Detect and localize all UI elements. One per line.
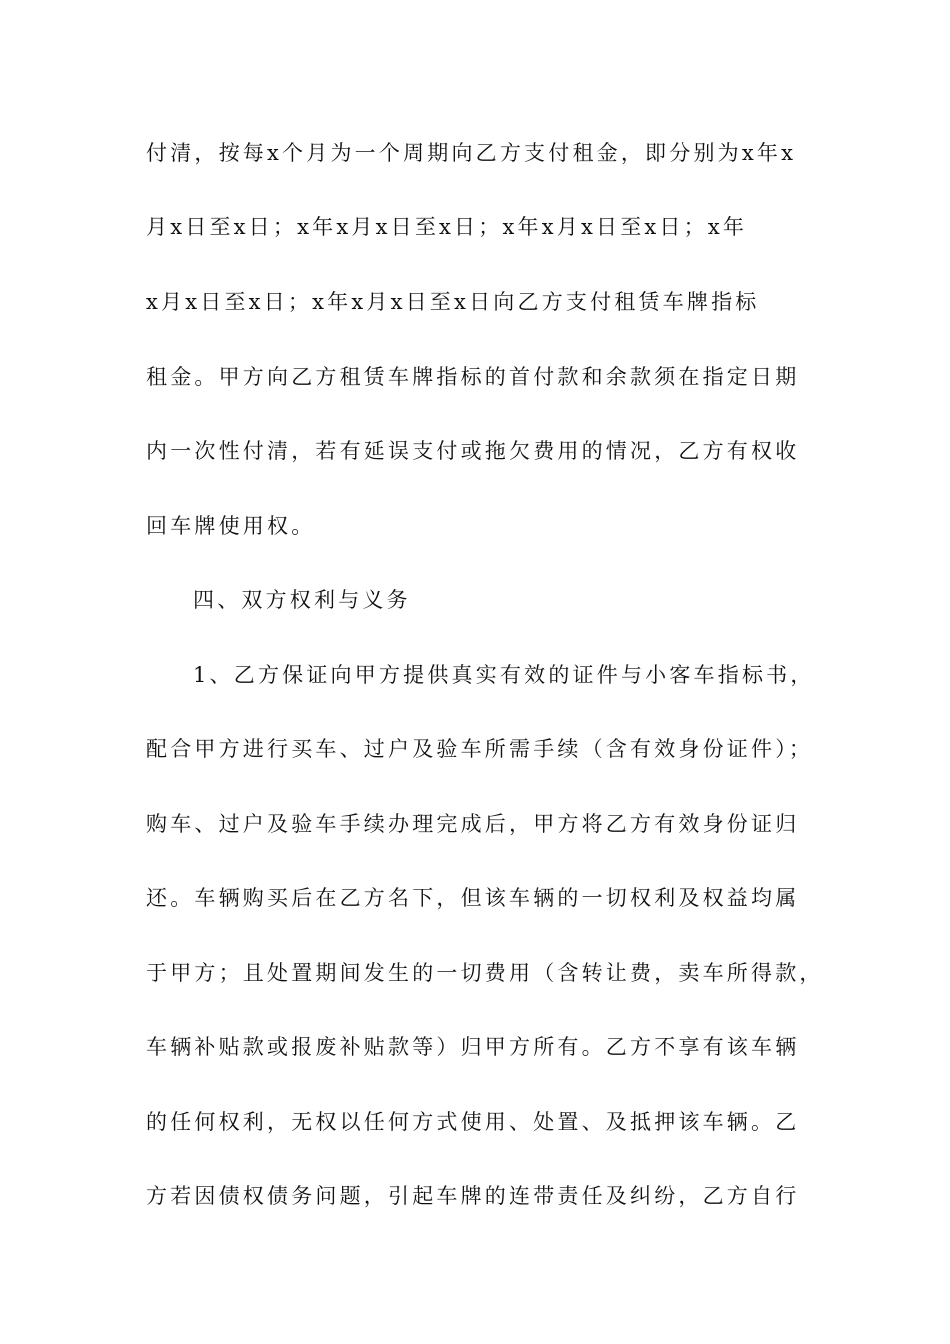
text-line: 1、乙方保证向甲方提供真实有效的证件与小客车指标书，	[193, 663, 815, 687]
text-line: 购车、过户及验车手续办理完成后，甲方将乙方有效身份证归	[146, 812, 800, 836]
text-line: 回车牌使用权。	[146, 514, 316, 538]
text-line: 还。车辆购买后在乙方名下，但该车辆的一切权利及权益均属	[146, 886, 800, 910]
text-line: x月x日至x日；x年x月x日至x日向乙方支付租赁车牌指标	[146, 290, 760, 314]
text-line: 租金。甲方向乙方租赁车牌指标的首付款和余款须在指定日期	[146, 365, 800, 389]
text-line: 付清，按每x个月为一个周期向乙方支付租金，即分别为x年x	[146, 141, 797, 165]
text-line: 配合甲方进行买车、过户及验车所需手续（含有效身份证件）；	[146, 737, 814, 761]
text-line: 方若因债权债务问题，引起车牌的连带责任及纠纷，乙方自行	[146, 1184, 800, 1208]
text-line: 的任何权利，无权以任何方式使用、处置、及抵押该车辆。乙	[146, 1110, 800, 1134]
text-line: 车辆补贴款或报废补贴款等）归甲方所有。乙方不享有该车辆	[146, 1035, 800, 1059]
text-line: 内一次性付清，若有延误支付或拖欠费用的情况，乙方有权收	[146, 439, 800, 463]
section-heading: 四、双方权利与义务	[193, 588, 411, 612]
text-line: 月x日至x日；x年x月x日至x日；x年x月x日至x日；x年	[146, 215, 748, 239]
text-line: 于甲方；且处置期间发生的一切费用（含转让费，卖车所得款，	[146, 961, 824, 985]
